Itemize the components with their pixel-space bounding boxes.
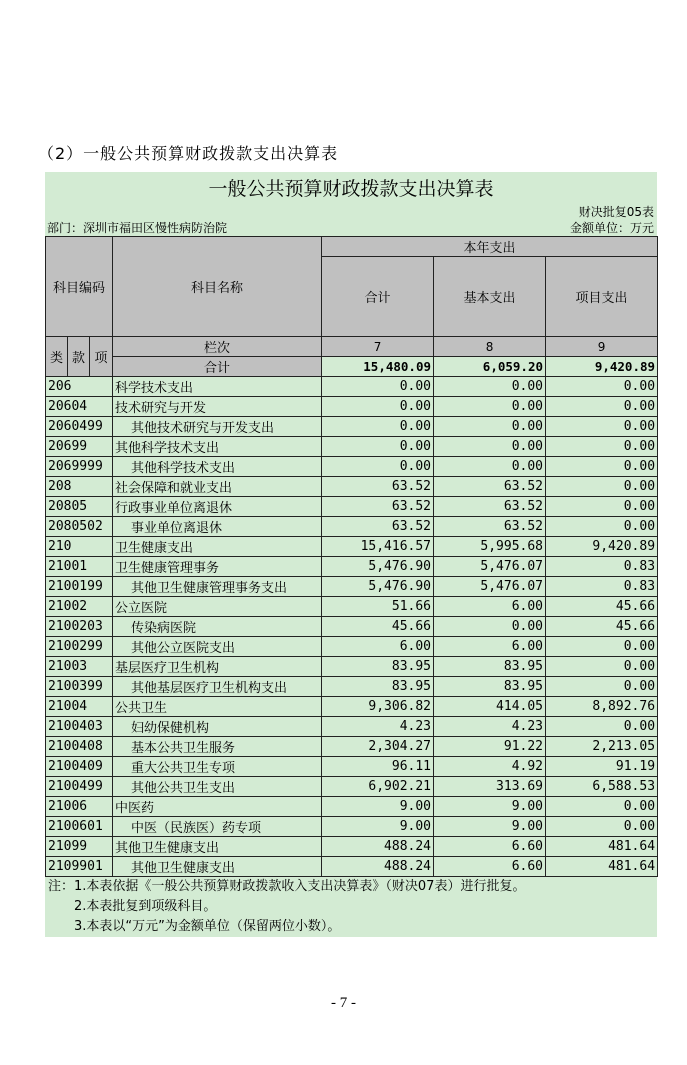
- cell-code: 2100408: [46, 737, 113, 757]
- cell-project: 0.00: [546, 417, 658, 437]
- cell-basic: 6.60: [434, 837, 546, 857]
- table-row: [46, 497, 658, 517]
- cell-project: 0.00: [546, 497, 658, 517]
- cell-total: 51.66: [322, 597, 434, 617]
- header-name: 科目名称: [113, 237, 322, 337]
- unit-label: 金额单位：万元: [569, 221, 654, 235]
- cell-name: 其他公共卫生支出: [113, 777, 322, 797]
- notes: [45, 877, 657, 937]
- cell-project: 0.00: [546, 377, 658, 397]
- header-basic: 基本支出: [434, 257, 546, 337]
- cell-total: 83.95: [322, 657, 434, 677]
- cell-code: 21006: [46, 797, 113, 817]
- cell-project: 0.00: [546, 457, 658, 477]
- cell-code: 2100199: [46, 577, 113, 597]
- sum-basic: 6,059.20: [434, 357, 546, 377]
- cell-name: 其他公立医院支出: [113, 637, 322, 657]
- sum-total: 15,480.09: [322, 357, 434, 377]
- cell-basic: 4.23: [434, 717, 546, 737]
- cell-basic: 9.00: [434, 817, 546, 837]
- table-row: [46, 657, 658, 677]
- page-number: - 7 -: [331, 995, 356, 1011]
- table-row: [46, 457, 658, 477]
- table-row: [46, 377, 658, 397]
- cell-name: 其他科学技术支出: [113, 437, 322, 457]
- cell-basic: 5,476.07: [434, 557, 546, 577]
- cell-basic: 0.00: [434, 417, 546, 437]
- column-number-label: 栏次: [113, 337, 322, 357]
- cell-total: 9.00: [322, 817, 434, 837]
- cell-name: 中医药: [113, 797, 322, 817]
- header-current-year: 本年支出: [322, 237, 658, 257]
- note-line: 3.本表以“万元”为金额单位（保留两位小数）。: [48, 919, 341, 934]
- cell-total: 63.52: [322, 497, 434, 517]
- cell-project: 0.83: [546, 577, 658, 597]
- note-line: 注：1.本表依据《一般公共预算财政拨款收入支出决算表》（财决07表）进行批复。: [48, 879, 526, 894]
- cell-basic: 9.00: [434, 797, 546, 817]
- cell-total: 488.24: [322, 837, 434, 857]
- cell-total: 0.00: [322, 417, 434, 437]
- cell-basic: 6.60: [434, 857, 546, 877]
- cell-code: 21004: [46, 697, 113, 717]
- cell-total: 5,476.90: [322, 557, 434, 577]
- column-8: 8: [434, 337, 546, 357]
- cell-code: 21003: [46, 657, 113, 677]
- table-row: [46, 617, 658, 637]
- cell-basic: 6.00: [434, 637, 546, 657]
- cell-basic: 0.00: [434, 457, 546, 477]
- cell-code: 2080502: [46, 517, 113, 537]
- cell-code: 2060499: [46, 417, 113, 437]
- header-code: 科目编码: [46, 237, 113, 337]
- cell-basic: 313.69: [434, 777, 546, 797]
- table-row: [46, 817, 658, 837]
- cell-total: 15,416.57: [322, 537, 434, 557]
- cell-name: 公立医院: [113, 597, 322, 617]
- cell-project: 0.83: [546, 557, 658, 577]
- cell-total: 0.00: [322, 377, 434, 397]
- cell-name: 妇幼保健机构: [113, 717, 322, 737]
- cell-total: 6,902.21: [322, 777, 434, 797]
- cell-basic: 0.00: [434, 397, 546, 417]
- cell-basic: 91.22: [434, 737, 546, 757]
- cell-name: 社会保障和就业支出: [113, 477, 322, 497]
- sum-project: 9,420.89: [546, 357, 658, 377]
- table-row: [46, 857, 658, 877]
- cell-project: 481.64: [546, 857, 658, 877]
- cell-code: 2100403: [46, 717, 113, 737]
- table-title: 一般公共预算财政拨款支出决算表: [208, 178, 494, 200]
- cell-total: 0.00: [322, 437, 434, 457]
- cell-code: 206: [46, 377, 113, 397]
- cell-name: 其他卫生健康管理事务支出: [113, 577, 322, 597]
- cell-total: 63.52: [322, 477, 434, 497]
- cell-code: 2100299: [46, 637, 113, 657]
- table-row: [46, 777, 658, 797]
- cell-code: 21099: [46, 837, 113, 857]
- form-number: 财决批复05表: [578, 205, 654, 219]
- cell-project: 45.66: [546, 617, 658, 637]
- cell-total: 4.23: [322, 717, 434, 737]
- cell-code: 2100203: [46, 617, 113, 637]
- cell-project: 0.00: [546, 637, 658, 657]
- table-row: [46, 757, 658, 777]
- cell-code: 208: [46, 477, 113, 497]
- table-row: [46, 597, 658, 617]
- cell-total: 96.11: [322, 757, 434, 777]
- header-total: 合计: [322, 257, 434, 337]
- cell-name: 其他科学技术支出: [113, 457, 322, 477]
- cell-name: 卫生健康管理事务: [113, 557, 322, 577]
- cell-basic: 5,476.07: [434, 577, 546, 597]
- cell-project: 2,213.05: [546, 737, 658, 757]
- cell-code: 2100409: [46, 757, 113, 777]
- table-row: [46, 797, 658, 817]
- table-row: [46, 677, 658, 697]
- header-kuan: 款: [68, 337, 90, 377]
- cell-code: 20604: [46, 397, 113, 417]
- cell-code: 20805: [46, 497, 113, 517]
- cell-name: 其他卫生健康支出: [113, 857, 322, 877]
- cell-code: 21001: [46, 557, 113, 577]
- cell-project: 45.66: [546, 597, 658, 617]
- cell-code: 210: [46, 537, 113, 557]
- cell-name: 技术研究与开发: [113, 397, 322, 417]
- cell-name: 公共卫生: [113, 697, 322, 717]
- cell-project: 0.00: [546, 677, 658, 697]
- cell-name: 科学技术支出: [113, 377, 322, 397]
- cell-project: 0.00: [546, 477, 658, 497]
- table-row: [46, 417, 658, 437]
- cell-name: 传染病医院: [113, 617, 322, 637]
- cell-name: 重大公共卫生专项: [113, 757, 322, 777]
- cell-code: 20699: [46, 437, 113, 457]
- cell-total: 5,476.90: [322, 577, 434, 597]
- cell-basic: 5,995.68: [434, 537, 546, 557]
- cell-basic: 414.05: [434, 697, 546, 717]
- table-row: [46, 477, 658, 497]
- cell-code: 2100601: [46, 817, 113, 837]
- table-row: [46, 837, 658, 857]
- cell-project: 0.00: [546, 397, 658, 417]
- sum-label: 合计: [113, 357, 322, 377]
- column-9: 9: [546, 337, 658, 357]
- cell-name: 卫生健康支出: [113, 537, 322, 557]
- cell-project: 0.00: [546, 517, 658, 537]
- cell-total: 83.95: [322, 677, 434, 697]
- cell-code: 2109901: [46, 857, 113, 877]
- cell-basic: 4.92: [434, 757, 546, 777]
- header-project: 项目支出: [546, 257, 658, 337]
- cell-total: 63.52: [322, 517, 434, 537]
- budget-table-sheet: [45, 172, 657, 937]
- cell-basic: 83.95: [434, 657, 546, 677]
- cell-project: 0.00: [546, 817, 658, 837]
- cell-name: 其他技术研究与开发支出: [113, 417, 322, 437]
- cell-code: 2069999: [46, 457, 113, 477]
- table-row: [46, 517, 658, 537]
- cell-total: 9.00: [322, 797, 434, 817]
- cell-project: 91.19: [546, 757, 658, 777]
- cell-project: 481.64: [546, 837, 658, 857]
- cell-name: 其他卫生健康支出: [113, 837, 322, 857]
- cell-project: 0.00: [546, 657, 658, 677]
- cell-name: 事业单位离退休: [113, 517, 322, 537]
- cell-total: 0.00: [322, 397, 434, 417]
- cell-basic: 83.95: [434, 677, 546, 697]
- cell-project: 8,892.76: [546, 697, 658, 717]
- table-row: [46, 537, 658, 557]
- cell-basic: 63.52: [434, 477, 546, 497]
- cell-basic: 63.52: [434, 517, 546, 537]
- cell-total: 488.24: [322, 857, 434, 877]
- cell-basic: 6.00: [434, 597, 546, 617]
- cell-name: 其他基层医疗卫生机构支出: [113, 677, 322, 697]
- cell-project: 0.00: [546, 717, 658, 737]
- cell-code: 2100399: [46, 677, 113, 697]
- cell-basic: 0.00: [434, 437, 546, 457]
- cell-code: 21002: [46, 597, 113, 617]
- cell-project: 0.00: [546, 437, 658, 457]
- cell-total: 9,306.82: [322, 697, 434, 717]
- header-xiang: 项: [90, 337, 113, 377]
- cell-total: 6.00: [322, 637, 434, 657]
- expenditure-table: [45, 236, 658, 877]
- cell-total: 2,304.27: [322, 737, 434, 757]
- department-label: 部门：深圳市福田区慢性病防治院: [47, 221, 228, 235]
- table-row: [46, 717, 658, 737]
- table-row: [46, 577, 658, 597]
- cell-name: 行政事业单位离退休: [113, 497, 322, 517]
- cell-basic: 0.00: [434, 617, 546, 637]
- cell-name: 基本公共卫生服务: [113, 737, 322, 757]
- cell-total: 0.00: [322, 457, 434, 477]
- cell-basic: 0.00: [434, 377, 546, 397]
- table-row: [46, 737, 658, 757]
- cell-project: 0.00: [546, 797, 658, 817]
- cell-total: 45.66: [322, 617, 434, 637]
- cell-code: 2100499: [46, 777, 113, 797]
- table-row: [46, 637, 658, 657]
- column-7: 7: [322, 337, 434, 357]
- cell-project: 6,588.53: [546, 777, 658, 797]
- cell-basic: 63.52: [434, 497, 546, 517]
- cell-project: 9,420.89: [546, 537, 658, 557]
- note-line: 2.本表批复到项级科目。: [48, 899, 217, 914]
- cell-name: 中医（民族医）药专项: [113, 817, 322, 837]
- table-row: [46, 397, 658, 417]
- cell-name: 基层医疗卫生机构: [113, 657, 322, 677]
- table-row: [46, 697, 658, 717]
- section-heading: （2）一般公共预算财政拨款支出决算表: [38, 144, 339, 163]
- table-row: [46, 437, 658, 457]
- table-row: [46, 557, 658, 577]
- header-lei: 类: [46, 337, 68, 377]
